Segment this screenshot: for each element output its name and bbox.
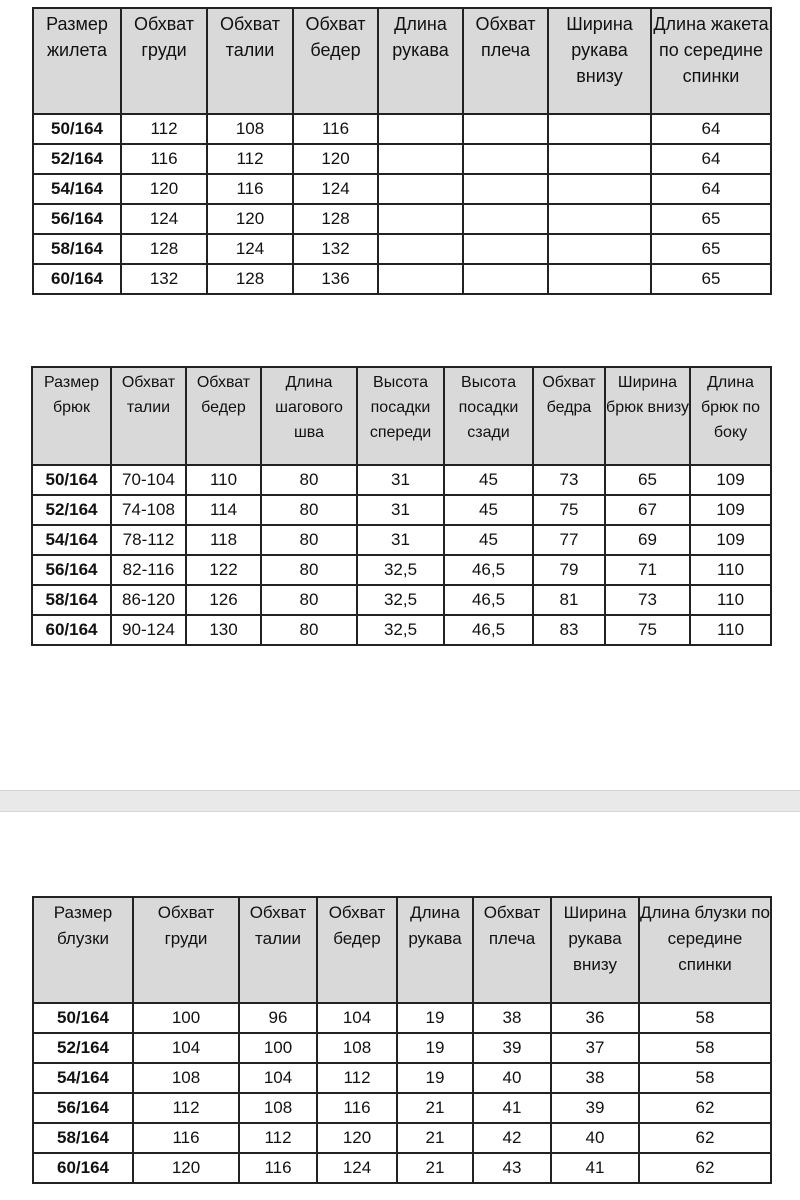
column-header: Обхват талии [207,8,293,114]
column-header: Размер блузки [33,897,133,1003]
table-cell: 70-104 [111,465,186,495]
table-header-row [33,897,771,1003]
size-cell: 52/164 [33,1033,133,1063]
table-cell: 128 [293,204,378,234]
table-cell: 130 [186,615,261,645]
column-header: Обхват бедер [186,367,261,465]
table-row [33,174,771,204]
table-cell [548,234,651,264]
table-cell: 109 [690,495,771,525]
size-cell: 50/164 [32,465,111,495]
table-cell: 110 [690,615,771,645]
column-header: Обхват плеча [463,8,548,114]
table-cell: 19 [397,1003,473,1033]
table-cell: 38 [551,1063,639,1093]
table-cell: 32,5 [357,555,444,585]
table-cell: 45 [444,525,533,555]
table-cell: 39 [473,1033,551,1063]
table-cell: 41 [551,1153,639,1183]
table-cell: 108 [133,1063,239,1093]
table-cell: 120 [293,144,378,174]
table-cell: 80 [261,555,357,585]
table-cell: 41 [473,1093,551,1123]
size-cell: 60/164 [32,615,111,645]
table-cell: 110 [690,555,771,585]
size-cell: 60/164 [33,264,121,294]
table-cell: 43 [473,1153,551,1183]
table-cell: 128 [207,264,293,294]
table-cell: 46,5 [444,585,533,615]
table-cell: 124 [207,234,293,264]
column-header: Обхват груди [133,897,239,1003]
table-cell: 64 [651,174,771,204]
size-cell: 54/164 [32,525,111,555]
column-header: Ширина брюк внизу [605,367,690,465]
size-cell: 50/164 [33,114,121,144]
table-cell: 116 [207,174,293,204]
column-header: Обхват бедер [317,897,397,1003]
table-cell: 83 [533,615,605,645]
table-cell: 67 [605,495,690,525]
table-cell: 104 [239,1063,317,1093]
table-cell: 132 [293,234,378,264]
table-cell: 79 [533,555,605,585]
table-cell: 100 [239,1033,317,1063]
table-cell: 118 [186,525,261,555]
table-cell: 112 [239,1123,317,1153]
table-cell: 38 [473,1003,551,1033]
table-cell: 114 [186,495,261,525]
table-cell [463,234,548,264]
table-cell: 36 [551,1003,639,1033]
table-cell: 58 [639,1063,771,1093]
table-row [33,1003,771,1033]
table-cell: 100 [133,1003,239,1033]
table-row [33,1153,771,1183]
column-header: Длина шагового шва [261,367,357,465]
table-cell: 109 [690,525,771,555]
table-cell: 80 [261,585,357,615]
size-cell: 52/164 [33,144,121,174]
pants-size-table [31,366,772,646]
table-cell [378,114,463,144]
column-header: Длина рукава [378,8,463,114]
table-cell: 75 [605,615,690,645]
table-cell: 124 [293,174,378,204]
table-cell: 45 [444,495,533,525]
table-cell: 126 [186,585,261,615]
table-cell: 78-112 [111,525,186,555]
column-header: Обхват бедер [293,8,378,114]
size-cell: 56/164 [33,204,121,234]
column-header: Длина брюк по боку [690,367,771,465]
table-row [32,555,771,585]
table-cell: 65 [605,465,690,495]
size-cell: 56/164 [32,555,111,585]
column-header: Обхват плеча [473,897,551,1003]
table-cell: 21 [397,1153,473,1183]
table-cell: 124 [317,1153,397,1183]
table-header-row [32,367,771,465]
size-cell: 58/164 [33,1123,133,1153]
table-cell: 110 [186,465,261,495]
table-cell: 45 [444,465,533,495]
table-cell: 58 [639,1003,771,1033]
table-cell: 132 [121,264,207,294]
size-cell: 58/164 [33,234,121,264]
table-cell: 19 [397,1033,473,1063]
size-cell: 50/164 [33,1003,133,1033]
table-cell: 81 [533,585,605,615]
size-cell: 54/164 [33,174,121,204]
table-cell: 86-120 [111,585,186,615]
table-cell: 39 [551,1093,639,1123]
table-cell [463,204,548,234]
table-cell: 104 [133,1033,239,1063]
table-cell: 96 [239,1003,317,1033]
table-cell: 124 [121,204,207,234]
table-cell: 112 [317,1063,397,1093]
table-cell: 80 [261,525,357,555]
size-cell: 56/164 [33,1093,133,1123]
table-cell: 82-116 [111,555,186,585]
table-cell [378,204,463,234]
table-cell: 42 [473,1123,551,1153]
table-cell: 109 [690,465,771,495]
table-row [32,585,771,615]
table-cell [548,264,651,294]
table-cell [548,144,651,174]
column-header: Размер брюк [32,367,111,465]
table-cell: 80 [261,495,357,525]
table-cell: 19 [397,1063,473,1093]
table-row [33,264,771,294]
column-header: Высота посадки сзади [444,367,533,465]
table-cell [463,114,548,144]
table-cell: 40 [551,1123,639,1153]
blouse-size-table [32,896,772,1184]
table-cell: 46,5 [444,615,533,645]
table-cell: 108 [207,114,293,144]
table-cell: 62 [639,1123,771,1153]
table-row [33,114,771,144]
table-row [32,465,771,495]
table-row [33,1093,771,1123]
table-cell: 73 [533,465,605,495]
table-cell: 128 [121,234,207,264]
table-cell: 112 [121,114,207,144]
table-cell [548,204,651,234]
column-header: Длина блузки по середине спинки [639,897,771,1003]
table-cell: 71 [605,555,690,585]
table-cell: 64 [651,144,771,174]
table-cell: 80 [261,465,357,495]
table-cell: 74-108 [111,495,186,525]
table-cell [378,174,463,204]
table-row [32,495,771,525]
table-cell: 65 [651,234,771,264]
table-cell: 62 [639,1093,771,1123]
table-cell: 136 [293,264,378,294]
table-cell: 62 [639,1153,771,1183]
table-row [32,615,771,645]
table-cell [378,144,463,174]
table-row [33,144,771,174]
table-cell: 32,5 [357,615,444,645]
table-row [33,1063,771,1093]
table-cell: 110 [690,585,771,615]
table-cell: 116 [239,1153,317,1183]
table-cell: 116 [293,114,378,144]
table-cell [378,264,463,294]
table-cell: 122 [186,555,261,585]
column-header: Длина жакета по середине спинки [651,8,771,114]
column-header: Обхват груди [121,8,207,114]
table-cell: 120 [207,204,293,234]
table-cell: 46,5 [444,555,533,585]
table-cell: 77 [533,525,605,555]
table-cell [548,114,651,144]
table-cell: 108 [317,1033,397,1063]
size-cell: 52/164 [32,495,111,525]
table-cell: 108 [239,1093,317,1123]
table-cell: 58 [639,1033,771,1063]
column-header: Длина рукава [397,897,473,1003]
table-cell [548,174,651,204]
table-cell: 32,5 [357,585,444,615]
table-header-row [33,8,771,114]
table-cell [378,234,463,264]
table-cell: 69 [605,525,690,555]
table-cell: 120 [133,1153,239,1183]
table-cell: 65 [651,264,771,294]
column-header: Высота посадки спереди [357,367,444,465]
table-cell: 65 [651,204,771,234]
size-cell: 60/164 [33,1153,133,1183]
table-cell: 116 [133,1123,239,1153]
table-row [32,525,771,555]
table-cell [463,144,548,174]
column-header: Размер жилета [33,8,121,114]
table-cell: 104 [317,1003,397,1033]
page-separator [0,790,800,812]
column-header: Ширина рукава внизу [548,8,651,114]
table-cell: 116 [317,1093,397,1123]
table-row [33,234,771,264]
table-cell: 120 [121,174,207,204]
table-cell: 75 [533,495,605,525]
table-cell: 112 [133,1093,239,1123]
table-cell: 90-124 [111,615,186,645]
table-cell: 21 [397,1093,473,1123]
table-cell: 31 [357,495,444,525]
table-row [33,1033,771,1063]
table-cell [463,174,548,204]
table-cell: 21 [397,1123,473,1153]
table-cell: 73 [605,585,690,615]
size-cell: 58/164 [32,585,111,615]
column-header: Ширина рукава внизу [551,897,639,1003]
table-cell: 40 [473,1063,551,1093]
table-cell: 31 [357,465,444,495]
table-cell: 64 [651,114,771,144]
column-header: Обхват талии [111,367,186,465]
table-row [33,1123,771,1153]
table-cell: 116 [121,144,207,174]
column-header: Обхват талии [239,897,317,1003]
table-row [33,204,771,234]
column-header: Обхват бедра [533,367,605,465]
table-cell: 120 [317,1123,397,1153]
size-cell: 54/164 [33,1063,133,1093]
table-cell: 37 [551,1033,639,1063]
vest-size-table [32,7,772,295]
table-cell: 112 [207,144,293,174]
table-cell: 80 [261,615,357,645]
table-cell [463,264,548,294]
table-cell: 31 [357,525,444,555]
